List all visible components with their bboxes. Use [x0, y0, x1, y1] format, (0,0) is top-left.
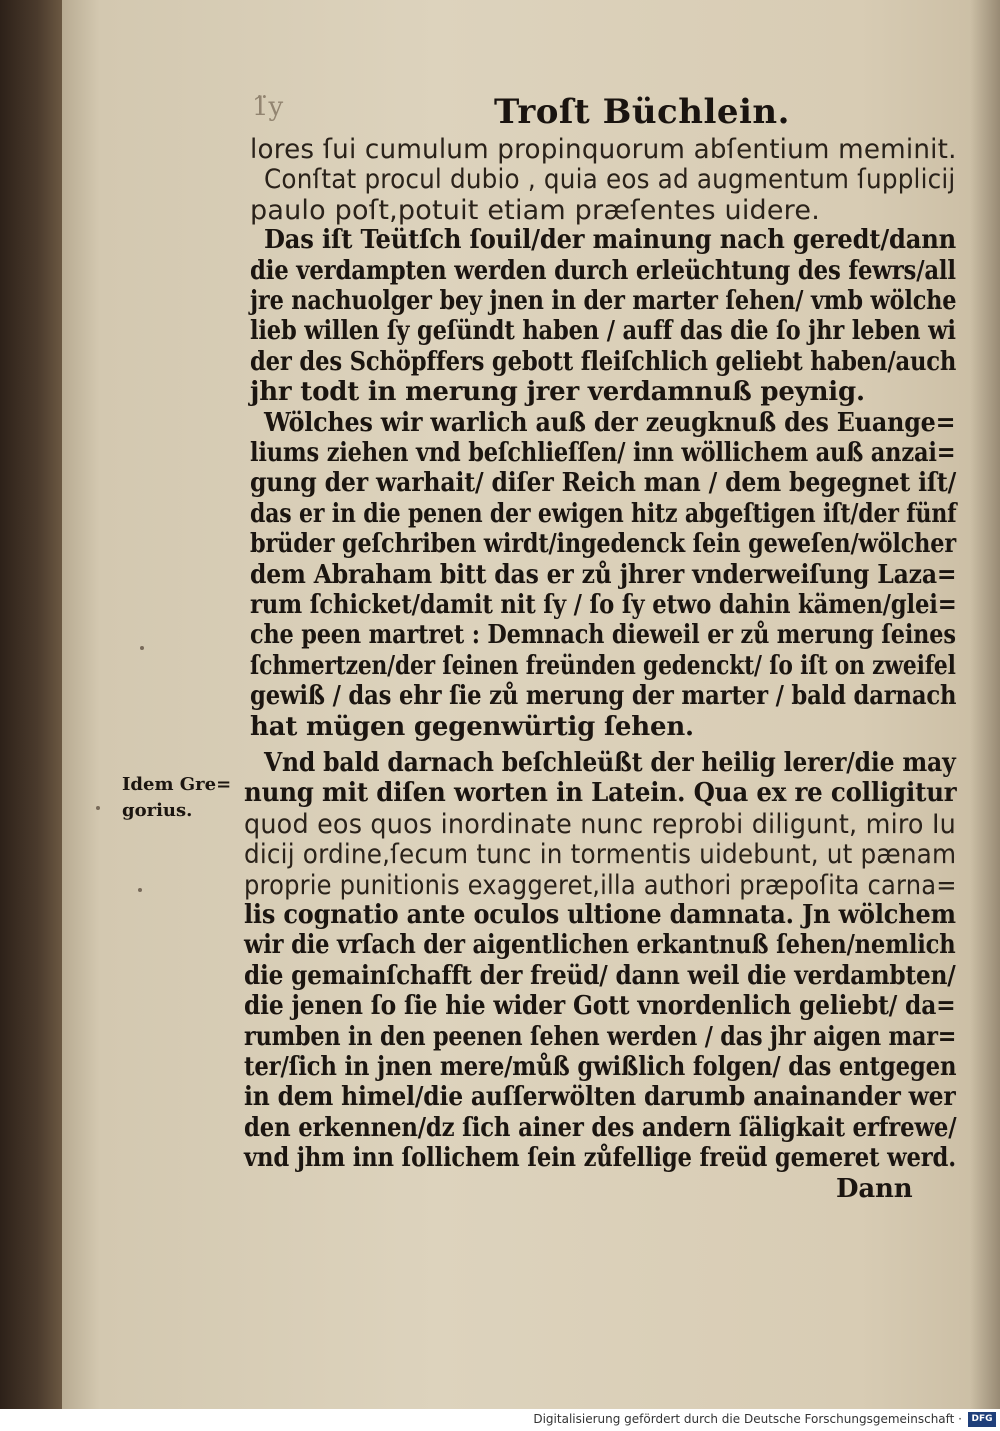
text-line: Das iſt Teütſch ſouil/der mainung nach geredt/dann — [264, 225, 957, 256]
text-line: paulo poſt,potuit etiam præſentes uidere. — [250, 194, 820, 226]
page-edge-shadow — [970, 0, 1000, 1409]
text-line: quod eos quos inordinate nunc reprobi diligunt, miro Iu — [244, 808, 957, 840]
text-line: che peen martret : Demnach dieweil er zů merung ſeines — [250, 620, 956, 651]
text-line: lores ſui cumulum propinquorum abſentium meminit. — [250, 134, 957, 165]
margin-note-line: gorius. — [122, 800, 193, 821]
ink-speck — [96, 806, 100, 810]
text-line: rum ſchicket/damit nit ſy / ſo ſy etwo dahin kämen/glei= — [250, 590, 957, 620]
text-line: die gemainſchafft der freüd/ dann weil die verdambten/ — [244, 960, 956, 991]
text-line: hat mügen gegenwürtig ſehen. — [250, 711, 694, 742]
text-line: das er in die penen der ewigen hitz abgeſtigen iſt/der fünf — [250, 498, 957, 529]
text-line: nung mit diſen worten in Latein. Qua ex re colligitur — [244, 778, 957, 809]
text-line: der des Schöpffers gebott fleiſchlich geliebt haben/auch — [250, 346, 957, 377]
text-line: lieb willen ſy geſündt haben / auff das die ſo jhr leben wi — [250, 316, 956, 347]
text-line: den erkennen/dz ſich ainer des andern ſäligkait erfrewe/ — [244, 1112, 957, 1143]
text-line: jre nachuolger bey jnen in der marter ſehen/ vmb wölche — [250, 286, 957, 316]
text-line: in dem himel/die auſſerwölten darumb anainander wer — [244, 1082, 956, 1113]
text-line: ſchmertzen/der ſeinen freünden gedenckt/ ſo iſt on zweifel — [250, 650, 956, 681]
text-line: gewiß / das ehr ſie zů merung der marter / bald darnach — [250, 681, 957, 712]
text-line: Wölches wir warlich auß der zeugknuß des Euange= — [264, 407, 956, 438]
text-line: wir die vrſach der aigentlichen erkantnuß ſehen/nemlich — [244, 930, 956, 961]
text-line: liums ziehen vnd beſchlieſſen/ inn wöllichem auß anzai= — [250, 438, 956, 468]
dfg-logo: DFG — [968, 1412, 996, 1427]
catchword: Dann — [836, 1173, 913, 1204]
running-title: Troſt Büchlein. — [494, 92, 790, 132]
folio-number: 1̈y — [252, 92, 284, 122]
digitization-credit: Digitalisierung gefördert durch die Deutsche Forschungsgemeinschaft · — [533, 1412, 962, 1426]
text-line: die jenen ſo ſie hie wider Gott vnordenlich geliebt/ da= — [244, 991, 956, 1022]
margin-note — [122, 772, 231, 824]
text-line: die verdampten werden durch erleüchtung des fewrs/all — [250, 255, 956, 286]
text-line: ter/ſich in jnen mere/můß gwißlich folgen/ das entgegen — [244, 1052, 957, 1082]
text-line: gung der warhait/ diſer Reich man / dem begegnet iſt/ — [250, 468, 957, 499]
text-line: rumben in den peenen ſehen werden / das jhr aigen mar= — [244, 1021, 957, 1052]
text-line: jhr todt in merung jrer verdamnuß peynig. — [250, 377, 865, 408]
margin-note-line: Idem Gre= — [122, 774, 232, 795]
text-line: Vnd bald darnach beſchleüßt der heilig lerer/die may — [264, 748, 956, 778]
text-line: lis cognatio ante oculos ultione damnata. Jn wölchem — [244, 900, 956, 930]
footer-bar — [0, 1409, 1000, 1431]
text-line: Conſtat procul dubio , quia eos ad augmentum ſupplicij — [264, 164, 956, 196]
text-line: dem Abraham bitt das er zů jhrer vnderweiſung Laza= — [250, 559, 957, 590]
binding-shadow — [0, 0, 62, 1409]
ink-speck — [140, 646, 144, 650]
text-line: brüder geſchriben wirdt/ingedenck ſein geweſen/wölcher — [250, 529, 956, 560]
text-line: proprie punitionis exaggeret,illa authori præpoſita carna= — [244, 869, 957, 901]
text-line: dicij ordine,ſecum tunc in tormentis uidebunt, ut pænam — [244, 839, 957, 871]
ink-speck — [138, 888, 142, 892]
text-line: vnd jhm inn ſollichem ſein zůfellige freüd gemeret werd. — [244, 1143, 956, 1174]
